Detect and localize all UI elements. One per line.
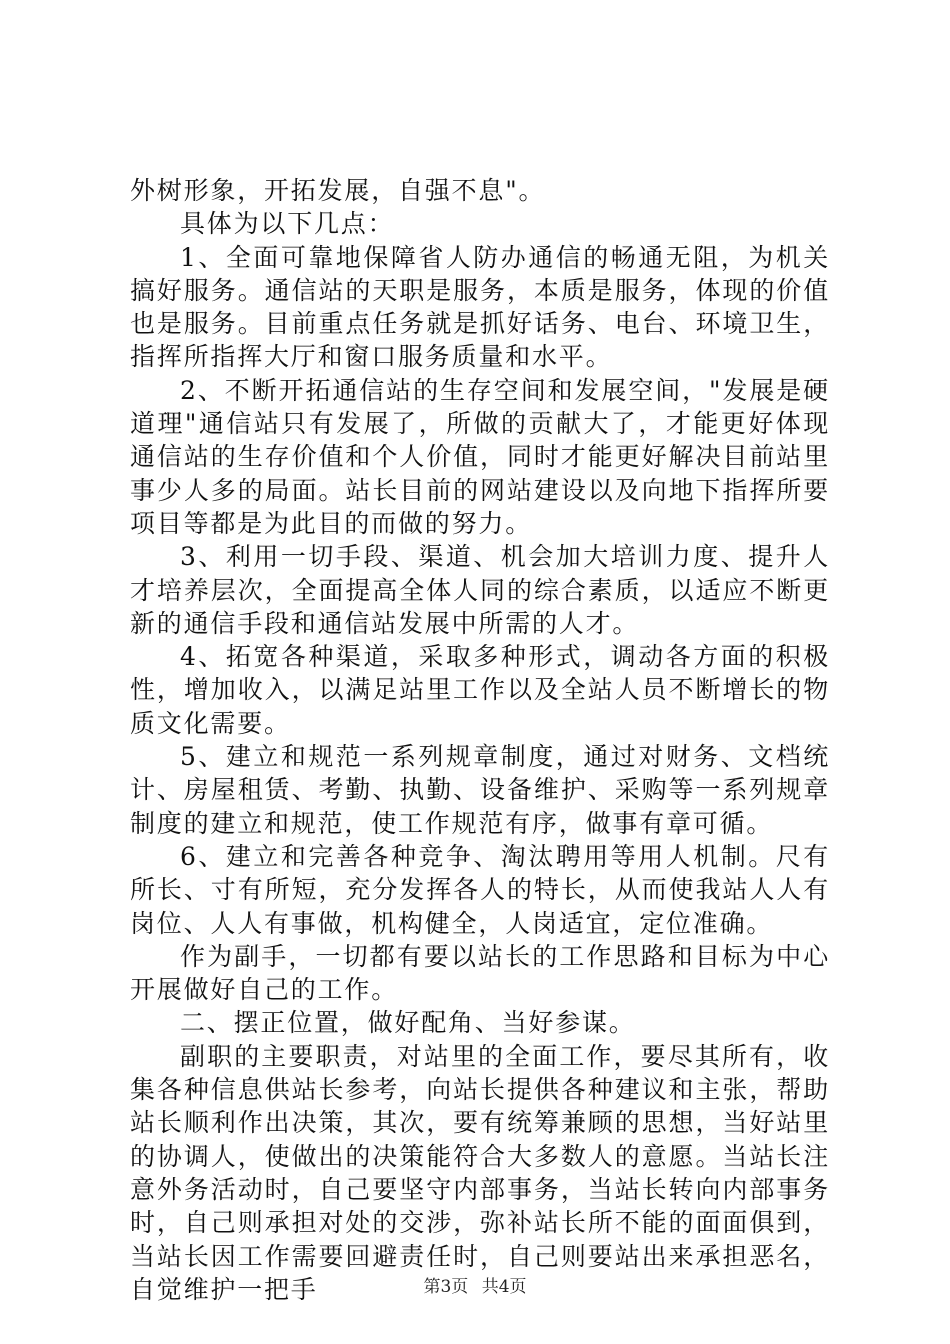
paragraph-point-5: 5、建立和规范一系列规章制度，通过对财务、文档统计、房屋租赁、考勤、执勤、设备维护、采购等一系列规章制度的建立和规范，使工作规范有序，做事有章可循。 <box>130 742 830 838</box>
paragraph-summary: 作为副手，一切都有要以站长的工作思路和目标为中心开展做好自己的工作。 <box>130 941 830 1005</box>
paragraph-section-2-body: 副职的主要职责，对站里的全面工作，要尽其所有，收集各种信息供站长参考，向站长提供各种建议和主张，帮助站长顺利作出决策，其次，要有统筹兼顾的思想，当好站里的协调人，使做出的决策能符合大多数人的意愿。当站长注意外务活动时，自己要坚守内部事务，当站长转向内部事务时，自己则承担对处的交涉，弥补站长所不能的面面俱到，当站长因工作需要回避责任时，自己则要站出来承担恶名，自觉维护一把手 <box>130 1041 830 1304</box>
page-footer <box>0 1272 950 1297</box>
paragraph-point-4: 4、拓宽各种渠道，采取多种形式，调动各方面的积极性，增加收入，以满足站里工作以及全站人员不断增长的物质文化需要。 <box>130 642 830 738</box>
page-total: 共4页 <box>481 1277 527 1297</box>
page-number: 第3页 <box>423 1277 469 1297</box>
paragraph-point-2: 2、不断开拓通信站的生存空间和发展空间，"发展是硬道理"通信站只有发展了，所做的贡献大了，才能更好体现通信站的生存价值和个人价值，同时才能更好解决目前站里事少人多的局面。站长目前的网站建设以及向地下指挥所要项目等都是为此目的而做的努力。 <box>130 375 830 538</box>
paragraph-point-6: 6、建立和完善各种竞争、淘汰聘用等用人机制。尺有所长、寸有所短，充分发挥各人的特长，从而使我站人人有岗位、人人有事做，机构健全，人岗适宜，定位准确。 <box>130 841 830 938</box>
document-body <box>130 174 830 1306</box>
section-heading-2: 二、摆正位置，做好配角、当好参谋。 <box>180 1008 636 1038</box>
paragraph-intro: 具体为以下几点： <box>180 209 395 239</box>
paragraph-point-1: 1、全面可靠地保障省人防办通信的畅通无阻，为机关搞好服务。通信站的天职是服务，本质是服务，体现的价值也是服务。目前重点任务就是抓好话务、电台、环境卫生，指挥所指挥大厅和窗口服务质量和水平。 <box>130 242 830 372</box>
paragraph-continuation: 外树形象，开拓发展，自强不息"。 <box>130 176 546 205</box>
paragraph-point-3: 3、利用一切手段、渠道、机会加大培训力度、提升人才培养层次，全面提高全体人同的综合素质，以适应不断更新的通信手段和通信站发展中所需的人才。 <box>130 542 830 638</box>
